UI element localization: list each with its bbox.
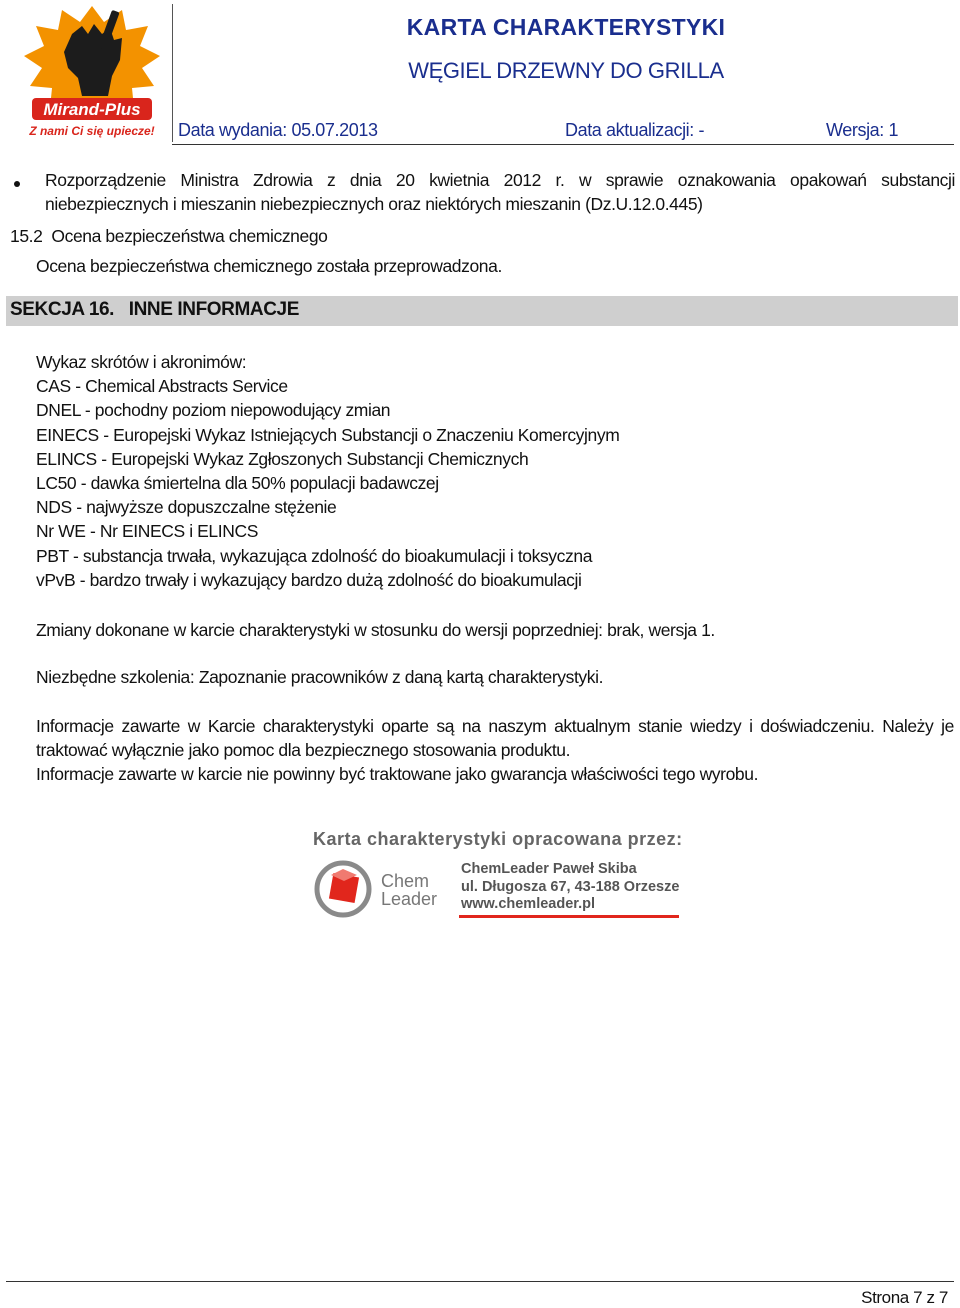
abbreviation-list — [36, 350, 619, 592]
list-item: vPvB - bardzo trwały i wykazujący bardzo dużą zdolność do bioakumulacji — [36, 569, 582, 590]
info-line-3: Informacje zawarte w karcie nie powinny być traktowane jako gwarancja właściwości tego wyrobu. — [36, 764, 759, 784]
red-underline — [459, 915, 679, 918]
document-title: KARTA CHARAKTERYSTYKI — [406, 14, 726, 40]
chemleader-logo-icon — [313, 859, 377, 919]
chemleader-brand-line-1: Chem — [381, 871, 430, 891]
update-date: Data aktualizacji: - — [565, 120, 705, 140]
page-number: Strona 7 z 7 — [861, 1288, 948, 1307]
training-paragraph: Niezbędne szkolenia: Zapoznanie pracowników z daną kartą charakterystyki. — [36, 667, 604, 687]
footer-divider — [6, 1281, 954, 1282]
list-item: DNEL - pochodny poziom niepowodujący zmian — [36, 400, 391, 421]
bullet-icon — [14, 181, 20, 187]
list-item: LC50 - dawka śmiertelna dla 50% populacji badawczej — [36, 473, 439, 494]
info-line-2: traktować wyłącznie jako pomoc dla bezpiecznego stosowania produktu. — [36, 740, 571, 760]
regulation-line-1: Rozporządzenie Ministra Zdrowia z dnia 20 kwietnia 2012 r. w sprawie oznakowania opakowań substancji — [45, 170, 955, 190]
company-website: www.chemleader.pl — [461, 896, 596, 912]
issue-date: Data wydania: 05.07.2013 — [178, 120, 378, 140]
chemleader-brand-line-2: Leader — [381, 889, 438, 909]
section-title: SEKCJA 16. INNE INFORMACJE — [10, 299, 299, 320]
changes-paragraph: Zmiany dokonane w karcie charakterystyki w stosunku do wersji poprzedniej: brak, wersja 1. — [36, 620, 715, 640]
company-address: ul. Długosza 67, 43-188 Orzesze — [461, 879, 680, 895]
prepared-by-heading: Karta charakterystyki opracowana przez: — [313, 829, 683, 849]
header-divider — [172, 144, 954, 145]
logo-brand-text: Mirand-Plus — [43, 100, 141, 119]
version: Wersja: 1 — [826, 120, 899, 140]
subsection-heading: 15.2 Ocena bezpieczeństwa chemicznego — [10, 226, 328, 246]
regulation-line-2: niebezpiecznych i mieszanin niebezpiecznych oraz niektórych mieszanin (Dz.U.12.0.445) — [45, 194, 703, 214]
list-item: Nr WE - Nr EINECS i ELINCS — [36, 521, 258, 542]
list-item: ELINCS - Europejski Wykaz Zgłoszonych Substancji Chemicznych — [36, 448, 529, 469]
info-line-1: Informacje zawarte w Karcie charakterystyki oparte są na naszym aktualnym stanie wiedzy i doświadczeniu. Należy je — [36, 716, 954, 736]
list-item: EINECS - Europejski Wykaz Istniejących Substancji o Znaczeniu Komercyjnym — [36, 424, 620, 445]
list-item: NDS - najwyższe dopuszczalne stężenie — [36, 497, 337, 518]
logo-slogan-text: Z nami Ci się upiecze! — [29, 124, 155, 138]
list-item: Wykaz skrótów i akronimów: — [36, 352, 247, 372]
list-item: CAS - Chemical Abstracts Service — [36, 376, 288, 397]
subsection-text: Ocena bezpieczeństwa chemicznego została przeprowadzona. — [36, 256, 502, 276]
company-logo — [22, 4, 162, 140]
company-name: ChemLeader Paweł Skiba — [461, 861, 637, 877]
list-item: PBT - substancja trwała, wykazująca zdolność do bioakumulacji i toksyczna — [36, 545, 593, 566]
product-name: WĘGIEL DRZEWNY DO GRILLA — [408, 58, 724, 83]
